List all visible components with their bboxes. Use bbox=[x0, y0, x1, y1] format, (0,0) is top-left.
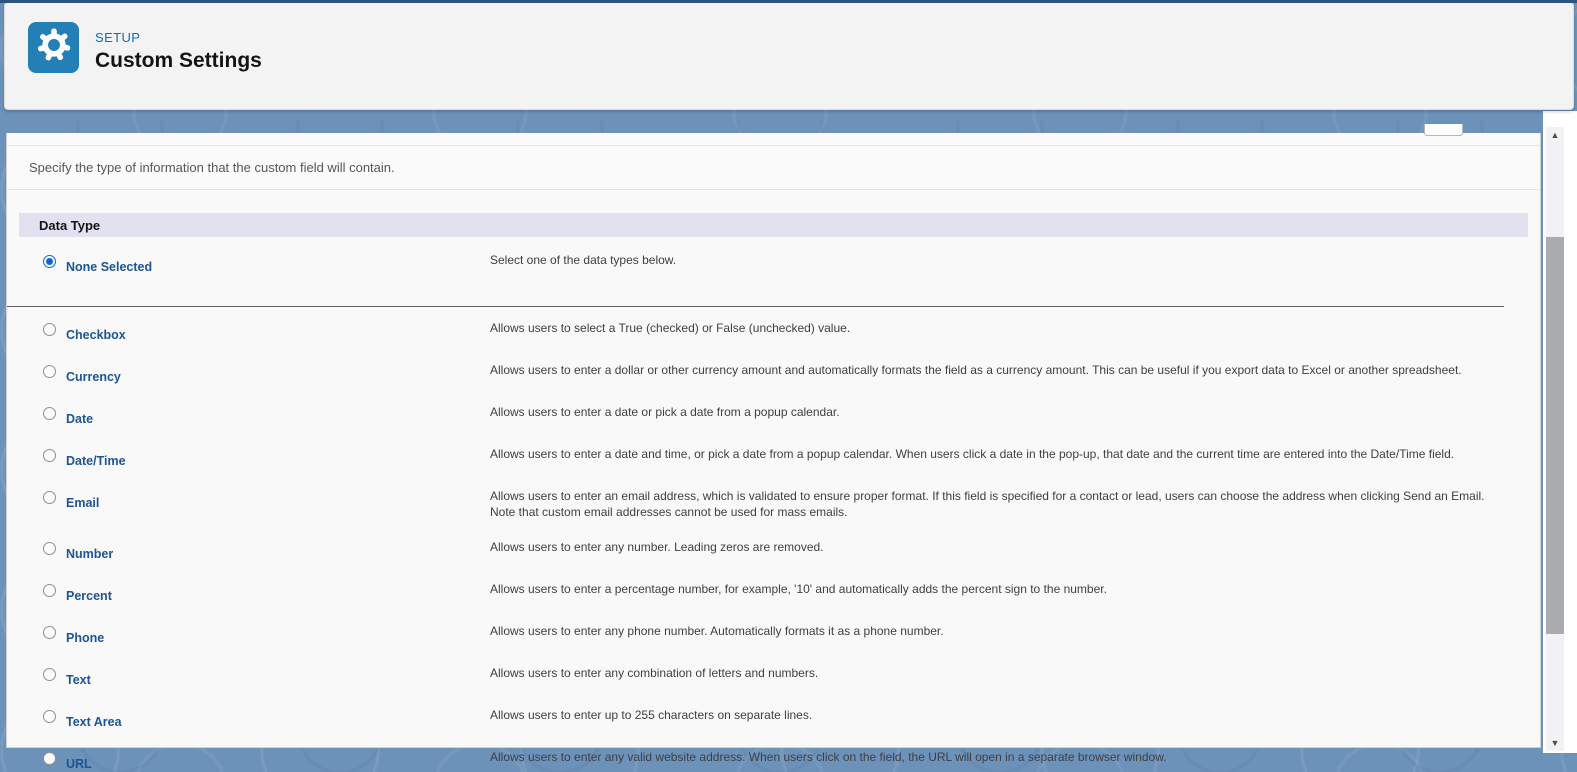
option-row bbox=[7, 581, 1540, 604]
option-description: Allows users to enter any phone number. Automatically formats it as a phone number. bbox=[490, 624, 944, 638]
option-radio[interactable] bbox=[43, 752, 56, 765]
scrollbar-column bbox=[1543, 111, 1577, 753]
option-row bbox=[7, 320, 1540, 343]
option-description: Allows users to enter any combination of letters and numbers. bbox=[490, 666, 819, 680]
option-label[interactable]: Checkbox bbox=[66, 328, 126, 342]
option-radio[interactable] bbox=[43, 491, 56, 504]
setup-page-header bbox=[4, 2, 1574, 110]
page-title: Custom Settings bbox=[95, 49, 262, 72]
option-description: Allows users to enter a date and time, or pick a date from a popup calendar. When users click a date in the pop-up, that date and the current time are entered into the Date/Time field. bbox=[490, 447, 1455, 461]
panel-top-strip bbox=[7, 133, 1540, 146]
none-selected-section bbox=[7, 237, 1504, 307]
option-description: Allows users to enter any valid website address. When users click on the field, the URL will open in a separate browser window. bbox=[490, 750, 1167, 764]
option-radio[interactable] bbox=[43, 407, 56, 420]
option-description: Allows users to enter a dollar or other currency amount and automatically formats the field as a currency amount. This can be useful if you export data to Excel or another spreadsheet. bbox=[490, 363, 1462, 377]
option-label[interactable]: Phone bbox=[66, 631, 105, 645]
option-radio[interactable] bbox=[43, 668, 56, 681]
option-description: Allows users to enter an email address, which is validated to ensure proper format. If this field is specified for a contact or lead, users can choose the address when clicking Send an Email. Note that custom email addresses cannot be used for mass emails. bbox=[490, 489, 1485, 519]
option-row bbox=[7, 404, 1540, 427]
cutoff-button[interactable] bbox=[1424, 124, 1463, 136]
intro-text: Specify the type of information that the custom field will contain. bbox=[7, 146, 1540, 190]
data-type-section-header: Data Type bbox=[19, 213, 1528, 237]
option-row bbox=[7, 362, 1540, 385]
option-label[interactable]: Currency bbox=[66, 370, 121, 384]
panel-gap bbox=[7, 190, 1540, 213]
option-description: Allows users to enter a percentage number, for example, '10' and automatically adds the percent sign to the number. bbox=[490, 582, 1107, 596]
option-label[interactable]: Email bbox=[66, 496, 100, 510]
option-description: Allows users to enter a date or pick a date from a popup calendar. bbox=[490, 405, 840, 419]
gear-icon bbox=[37, 28, 71, 67]
radio-none-selected[interactable] bbox=[43, 255, 56, 268]
option-label[interactable]: Date bbox=[66, 412, 94, 426]
option-row-none-selected bbox=[7, 252, 1504, 275]
option-description: Select one of the data types below. bbox=[490, 253, 677, 267]
option-radio[interactable] bbox=[43, 449, 56, 462]
option-row bbox=[7, 623, 1540, 646]
option-row bbox=[7, 488, 1540, 520]
option-row bbox=[7, 665, 1540, 688]
option-label[interactable]: None Selected bbox=[66, 260, 153, 274]
option-radio[interactable] bbox=[43, 584, 56, 597]
vertical-scrollbar[interactable] bbox=[1546, 127, 1564, 751]
option-label[interactable]: Date/Time bbox=[66, 454, 126, 468]
data-type-options-list bbox=[7, 307, 1540, 772]
field-type-panel bbox=[6, 133, 1541, 771]
option-radio[interactable] bbox=[43, 365, 56, 378]
scroll-up-icon[interactable]: ▲ bbox=[1550, 130, 1560, 140]
option-radio[interactable] bbox=[43, 710, 56, 723]
option-label[interactable]: URL bbox=[66, 757, 92, 771]
setup-eyebrow: SETUP bbox=[95, 30, 141, 45]
setup-gear-tile bbox=[28, 22, 79, 73]
option-label[interactable]: Percent bbox=[66, 589, 112, 603]
window-top-border bbox=[0, 0, 1577, 3]
option-description: Allows users to select a True (checked) or False (unchecked) value. bbox=[490, 321, 851, 335]
option-radio[interactable] bbox=[43, 542, 56, 555]
option-description: Allows users to enter any number. Leading zeros are removed. bbox=[490, 540, 824, 554]
option-radio[interactable] bbox=[43, 626, 56, 639]
option-row bbox=[7, 539, 1540, 562]
scroll-down-icon[interactable]: ▼ bbox=[1550, 738, 1560, 748]
option-row bbox=[7, 749, 1540, 772]
option-label[interactable]: Number bbox=[66, 547, 114, 561]
option-description: Allows users to enter up to 255 characters on separate lines. bbox=[490, 708, 813, 722]
option-label[interactable]: Text bbox=[66, 673, 91, 687]
option-radio[interactable] bbox=[43, 323, 56, 336]
scrollbar-thumb[interactable] bbox=[1546, 237, 1564, 634]
option-row bbox=[7, 446, 1540, 469]
option-row bbox=[7, 707, 1540, 730]
option-label[interactable]: Text Area bbox=[66, 715, 122, 729]
